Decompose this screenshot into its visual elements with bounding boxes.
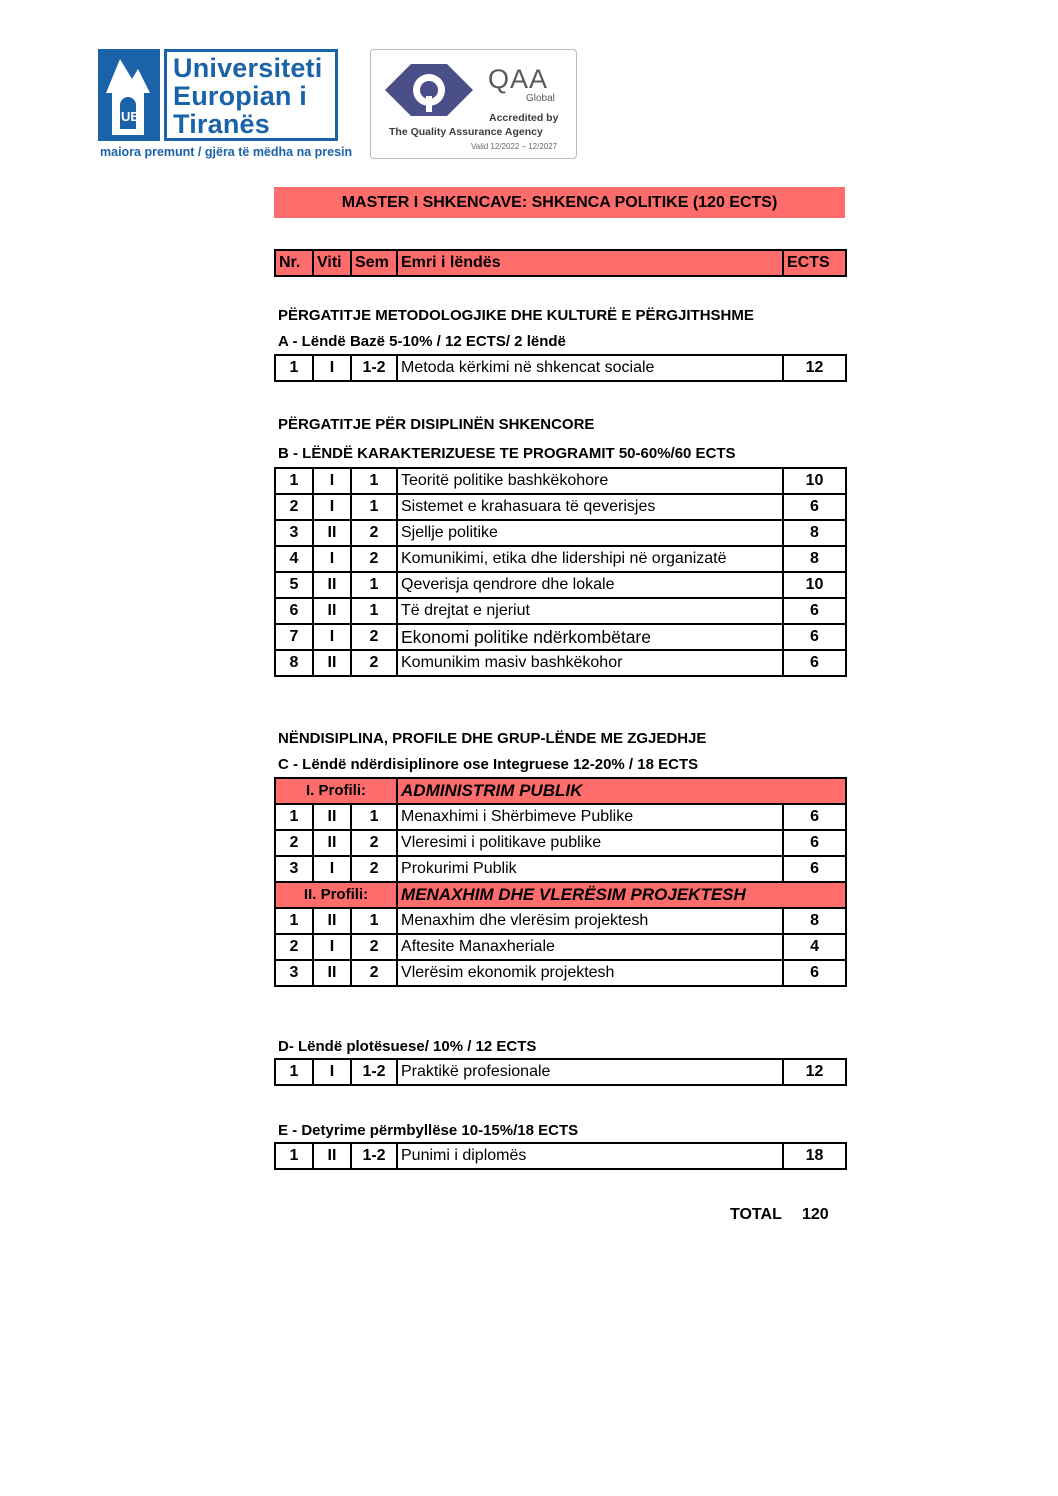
profile-1-name: ADMINISTRIM PUBLIK bbox=[397, 778, 846, 804]
cell-viti: I bbox=[313, 934, 351, 960]
cell-ects: 10 bbox=[783, 572, 846, 598]
university-emblem-icon bbox=[98, 49, 160, 141]
cell-viti: I bbox=[313, 468, 351, 494]
qaa-agency-name: The Quality Assurance Agency bbox=[389, 126, 543, 138]
cell-nr: 3 bbox=[275, 960, 313, 986]
qaa-accredited-label: Accredited by bbox=[489, 112, 559, 124]
cell-name: Komunikimi, etika dhe lidershipi në organizatë bbox=[397, 546, 783, 572]
cell-ects: 8 bbox=[783, 546, 846, 572]
cell-sem: 2 bbox=[351, 934, 397, 960]
profile-1-row bbox=[275, 778, 846, 804]
cell-viti: I bbox=[313, 546, 351, 572]
cell-viti: I bbox=[313, 494, 351, 520]
cell-name: Aftesite Manaxheriale bbox=[397, 934, 783, 960]
cell-name: Sjellje politike bbox=[397, 520, 783, 546]
cell-viti: I bbox=[313, 856, 351, 882]
table-row bbox=[275, 650, 846, 676]
table-row bbox=[275, 546, 846, 572]
cell-nr: 3 bbox=[275, 856, 313, 882]
profile-2-row bbox=[275, 882, 846, 908]
section-e-subheading: E - Detyrime përmbyllëse 10-15%/18 ECTS bbox=[278, 1122, 579, 1139]
table-row bbox=[275, 468, 846, 494]
table-row bbox=[275, 856, 846, 882]
cell-ects: 12 bbox=[783, 1059, 846, 1085]
cell-sem: 1 bbox=[351, 494, 397, 520]
cell-sem: 1-2 bbox=[351, 1143, 397, 1169]
section-c-table bbox=[274, 777, 847, 987]
qaa-emblem-icon bbox=[381, 56, 477, 129]
cell-ects: 8 bbox=[783, 908, 846, 934]
cell-ects: 18 bbox=[783, 1143, 846, 1169]
cell-name: Prokurimi Publik bbox=[397, 856, 783, 882]
university-logo bbox=[98, 49, 353, 161]
cell-name: Menaxhim dhe vlerësim projektesh bbox=[397, 908, 783, 934]
cell-viti: I bbox=[313, 624, 351, 650]
profile-2-name: MENAXHIM DHE VLERËSIM PROJEKTESH bbox=[397, 882, 846, 908]
table-row bbox=[275, 598, 846, 624]
table-row bbox=[275, 830, 846, 856]
cell-ects: 4 bbox=[783, 934, 846, 960]
section-d-table bbox=[274, 1058, 847, 1086]
cell-nr: 2 bbox=[275, 830, 313, 856]
cell-viti: II bbox=[313, 804, 351, 830]
cell-sem: 2 bbox=[351, 624, 397, 650]
cell-nr: 2 bbox=[275, 934, 313, 960]
table-row bbox=[275, 355, 846, 381]
cell-viti: II bbox=[313, 520, 351, 546]
header-ects: ECTS bbox=[783, 250, 846, 276]
cell-nr: 1 bbox=[275, 355, 313, 381]
cell-sem: 2 bbox=[351, 830, 397, 856]
cell-nr: 1 bbox=[275, 908, 313, 934]
cell-nr: 8 bbox=[275, 650, 313, 676]
cell-name: Ekonomi politike ndërkombëtare bbox=[397, 624, 783, 650]
university-name-box bbox=[164, 49, 338, 141]
cell-name: Vleresimi i politikave publike bbox=[397, 830, 783, 856]
cell-sem: 1 bbox=[351, 908, 397, 934]
section-e-table bbox=[274, 1142, 847, 1170]
cell-sem: 1 bbox=[351, 572, 397, 598]
cell-ects: 6 bbox=[783, 624, 846, 650]
section-c-heading: NËNDISIPLINA, PROFILE DHE GRUP-LËNDE ME ZGJEDHJE bbox=[278, 730, 707, 747]
section-b-table bbox=[274, 467, 847, 677]
cell-ects: 6 bbox=[783, 960, 846, 986]
cell-viti: II bbox=[313, 1143, 351, 1169]
table-row bbox=[275, 908, 846, 934]
qaa-logo bbox=[370, 49, 577, 159]
section-a-subheading: A - Lëndë Bazë 5-10% / 12 ECTS/ 2 lëndë bbox=[278, 333, 566, 350]
table-row bbox=[275, 960, 846, 986]
university-name-line-3: Tiranës bbox=[173, 109, 270, 139]
cell-ects: 6 bbox=[783, 856, 846, 882]
cell-name: Të drejtat e njeriut bbox=[397, 598, 783, 624]
university-motto: maiora premunt / gjëra të mëdha na presin bbox=[100, 145, 353, 159]
cell-nr: 3 bbox=[275, 520, 313, 546]
cell-name: Punimi i diplomës bbox=[397, 1143, 783, 1169]
header-name: Emri i lëndës bbox=[397, 250, 783, 276]
cell-sem: 2 bbox=[351, 960, 397, 986]
section-a-table bbox=[274, 354, 847, 382]
cell-name: Teoritë politike bashkëkohore bbox=[397, 468, 783, 494]
cell-viti: II bbox=[313, 830, 351, 856]
cell-sem: 2 bbox=[351, 520, 397, 546]
cell-sem: 2 bbox=[351, 650, 397, 676]
cell-ects: 10 bbox=[783, 468, 846, 494]
svg-text:UE: UE bbox=[120, 109, 140, 124]
cell-sem: 1-2 bbox=[351, 1059, 397, 1085]
table-row bbox=[275, 804, 846, 830]
cell-nr: 1 bbox=[275, 804, 313, 830]
university-name-line-2: Europian i bbox=[173, 81, 308, 111]
total-value: 120 bbox=[802, 1206, 829, 1223]
table-row bbox=[275, 624, 846, 650]
qaa-name: QAA bbox=[488, 64, 549, 94]
cell-name: Sistemet e krahasuara të qeverisjes bbox=[397, 494, 783, 520]
cell-ects: 12 bbox=[783, 355, 846, 381]
column-header-table bbox=[274, 249, 847, 277]
section-c-subheading: C - Lëndë ndërdisiplinore ose Integruese 12-20% / 18 ECTS bbox=[278, 756, 699, 773]
cell-name: Metoda kërkimi në shkencat sociale bbox=[397, 355, 783, 381]
cell-nr: 7 bbox=[275, 624, 313, 650]
cell-ects: 8 bbox=[783, 520, 846, 546]
cell-nr: 1 bbox=[275, 1059, 313, 1085]
cell-sem: 2 bbox=[351, 546, 397, 572]
cell-name: Qeverisja qendrore dhe lokale bbox=[397, 572, 783, 598]
cell-name: Vlerësim ekonomik projektesh bbox=[397, 960, 783, 986]
cell-nr: 5 bbox=[275, 572, 313, 598]
total-label: TOTAL bbox=[730, 1206, 782, 1223]
cell-nr: 2 bbox=[275, 494, 313, 520]
qaa-valid-dates: Valid 12/2022 – 12/2027 bbox=[471, 142, 558, 151]
cell-nr: 1 bbox=[275, 1143, 313, 1169]
cell-viti: I bbox=[313, 1059, 351, 1085]
cell-ects: 6 bbox=[783, 598, 846, 624]
cell-sem: 1 bbox=[351, 804, 397, 830]
table-row bbox=[275, 934, 846, 960]
table-row bbox=[275, 572, 846, 598]
header-sem: Sem bbox=[351, 250, 397, 276]
profile-1-label: I. Profili: bbox=[275, 778, 397, 804]
section-d-subheading: D- Lëndë plotësuese/ 10% / 12 ECTS bbox=[278, 1038, 537, 1055]
table-row bbox=[275, 494, 846, 520]
table-row bbox=[275, 520, 846, 546]
profile-2-label: II. Profili: bbox=[275, 882, 397, 908]
cell-sem: 1-2 bbox=[351, 355, 397, 381]
qaa-subtitle: Global bbox=[526, 93, 555, 104]
column-header-row bbox=[275, 250, 846, 276]
cell-viti: II bbox=[313, 960, 351, 986]
cell-ects: 6 bbox=[783, 494, 846, 520]
cell-viti: II bbox=[313, 650, 351, 676]
cell-name: Praktikë profesionale bbox=[397, 1059, 783, 1085]
cell-ects: 6 bbox=[783, 804, 846, 830]
cell-name: Komunikim masiv bashkëkohor bbox=[397, 650, 783, 676]
header-nr: Nr. bbox=[275, 250, 313, 276]
cell-viti: II bbox=[313, 908, 351, 934]
cell-nr: 6 bbox=[275, 598, 313, 624]
section-a-heading: PËRGATITJE METODOLOGJIKE DHE KULTURË E PËRGJITHSHME bbox=[278, 307, 754, 324]
cell-nr: 1 bbox=[275, 468, 313, 494]
header-viti: Viti bbox=[313, 250, 351, 276]
university-name-line-1: Universiteti bbox=[173, 53, 323, 83]
page-title: MASTER I SHKENCAVE: SHKENCA POLITIKE (120 ECTS) bbox=[274, 187, 845, 218]
cell-ects: 6 bbox=[783, 830, 846, 856]
cell-nr: 4 bbox=[275, 546, 313, 572]
cell-sem: 2 bbox=[351, 856, 397, 882]
cell-sem: 1 bbox=[351, 468, 397, 494]
table-row bbox=[275, 1143, 846, 1169]
cell-viti: II bbox=[313, 598, 351, 624]
cell-viti: II bbox=[313, 572, 351, 598]
cell-viti: I bbox=[313, 355, 351, 381]
cell-name: Menaxhimi i Shërbimeve Publike bbox=[397, 804, 783, 830]
cell-sem: 1 bbox=[351, 598, 397, 624]
section-b-subheading: B - LËNDË KARAKTERIZUESE TE PROGRAMIT 50-60%/60 ECTS bbox=[278, 445, 736, 462]
cell-ects: 6 bbox=[783, 650, 846, 676]
table-row bbox=[275, 1059, 846, 1085]
section-b-heading: PËRGATITJE PËR DISIPLINËN SHKENCORE bbox=[278, 416, 595, 433]
